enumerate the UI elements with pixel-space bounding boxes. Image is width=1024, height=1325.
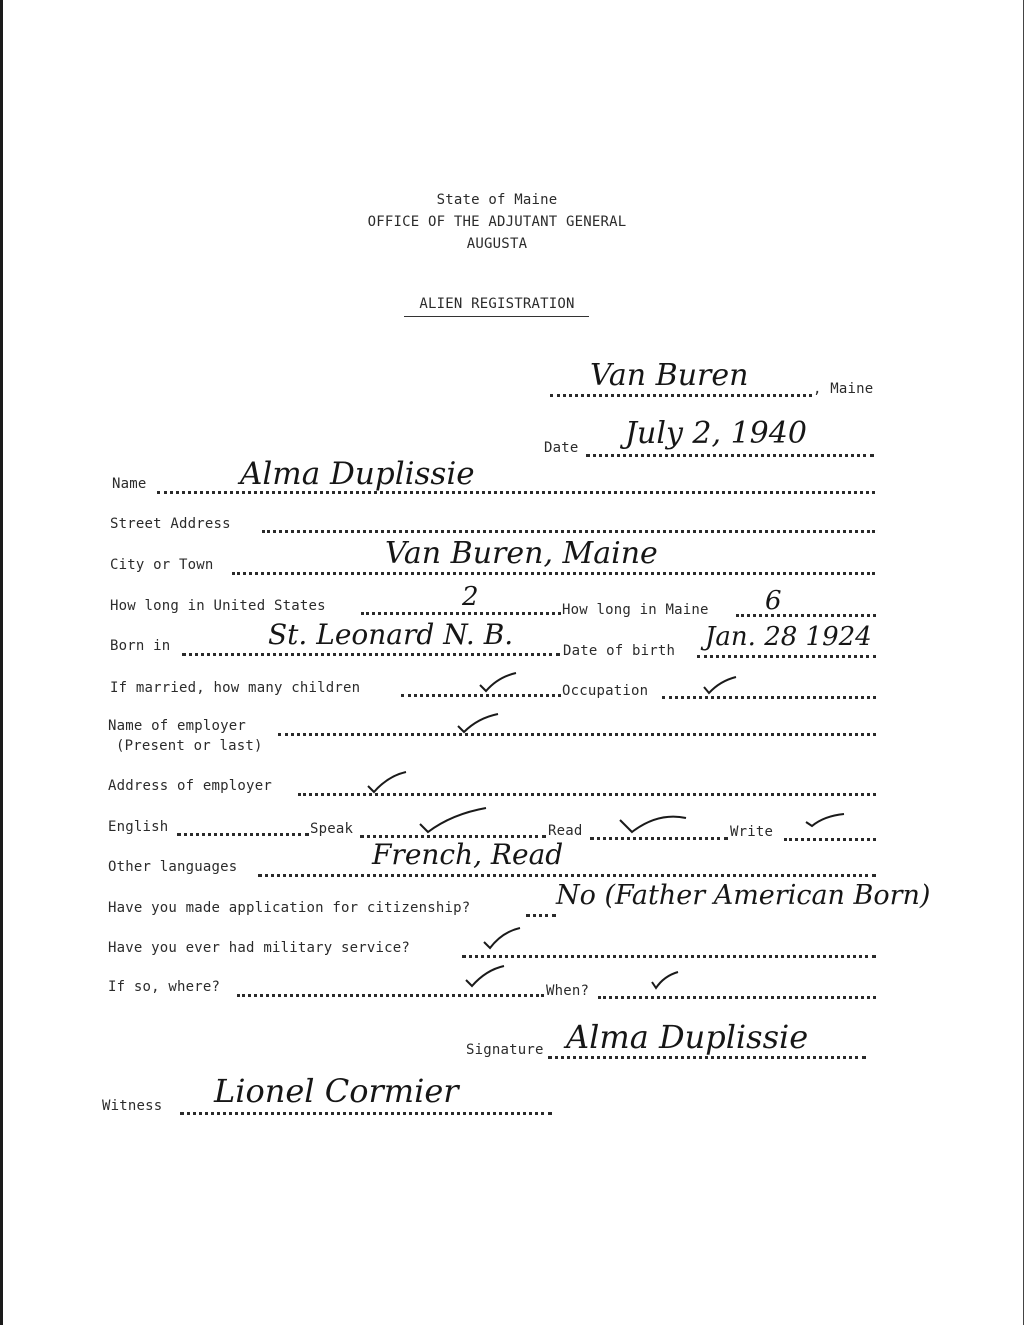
born-in-value: St. Leonard N. B. (268, 618, 514, 651)
witness-value: Lionel Cormier (214, 1072, 459, 1110)
employer-name-sublabel: (Present or last) (116, 738, 263, 754)
married-label: If married, how many children (110, 680, 361, 696)
birth-date-dots (697, 655, 876, 658)
citizenship-value: No (Father American Born) (556, 880, 931, 911)
citizenship-label: Have you made application for citizenship? (108, 900, 471, 916)
how-long-maine-dots (736, 614, 876, 617)
birth-date-value: Jan. 28 1924 (705, 622, 872, 652)
read-dots (590, 837, 728, 840)
military-label: Have you ever had military service? (108, 940, 411, 956)
occupation-check-icon (702, 675, 738, 697)
employer-name-dots (278, 733, 876, 736)
form-title-underline (404, 316, 589, 317)
military-dots (462, 955, 876, 958)
how-long-us-value: 2 (462, 582, 479, 612)
when-check-icon (650, 970, 680, 992)
how-long-maine-value: 6 (765, 586, 782, 616)
street-dots (262, 530, 875, 533)
date-value: July 2, 1940 (625, 416, 807, 451)
how-long-us-label: How long in United States (110, 598, 326, 614)
header-city: AUGUSTA (466, 236, 528, 252)
town-value: Van Buren (590, 358, 749, 393)
other-languages-label: Other languages (108, 859, 238, 875)
how-long-us-dots (361, 612, 561, 615)
military-check-icon (482, 926, 522, 952)
occupation-dots (662, 696, 876, 699)
date-label: Date (544, 440, 579, 456)
where-check-icon (464, 964, 506, 990)
born-in-label: Born in (110, 638, 171, 654)
write-label: Write (730, 824, 774, 840)
read-label: Read (548, 823, 583, 839)
where-label: If so, where? (108, 979, 221, 995)
signature-value: Alma Duplissie (566, 1018, 809, 1056)
when-dots (598, 996, 876, 999)
birth-date-label: Date of birth (563, 643, 676, 659)
witness-dots (180, 1112, 552, 1115)
english-dots (177, 833, 309, 836)
other-languages-value: French, Read (372, 838, 564, 871)
occupation-label: Occupation (562, 683, 649, 699)
where-dots (237, 994, 544, 997)
read-check-icon (618, 810, 688, 836)
name-value: Alma Duplissie (240, 456, 475, 492)
city-label: City or Town (110, 557, 214, 573)
employer-name-check-icon (456, 712, 500, 736)
date-dots (586, 454, 874, 457)
married-check-icon (478, 671, 518, 695)
header-office: OFFICE OF THE ADJUTANT GENERAL (367, 214, 627, 230)
employer-address-check-icon (366, 770, 408, 796)
born-in-dots (182, 653, 560, 656)
signature-dots (548, 1056, 866, 1059)
signature-label: Signature (466, 1042, 544, 1058)
scan-edge-left (0, 0, 3, 1325)
street-label: Street Address (110, 516, 231, 532)
city-value: Van Buren, Maine (385, 536, 658, 571)
citizenship-dots (526, 914, 556, 917)
city-dots (232, 572, 875, 575)
when-label: When? (546, 983, 590, 999)
how-long-maine-label: How long in Maine (562, 602, 709, 618)
other-languages-dots (258, 874, 876, 877)
header-state: State of Maine (436, 192, 558, 208)
english-label: English (108, 819, 169, 835)
employer-address-label: Address of employer (108, 778, 272, 794)
write-check-icon (804, 812, 846, 830)
form-title: ALIEN REGISTRATION (419, 296, 575, 312)
name-label: Name (112, 476, 147, 492)
town-dots (550, 394, 812, 397)
employer-name-label: Name of employer (108, 718, 247, 734)
witness-label: Witness (102, 1098, 163, 1114)
town-state-suffix: , Maine (813, 381, 874, 397)
speak-check-icon (418, 806, 488, 836)
write-dots (784, 838, 876, 841)
speak-label: Speak (310, 821, 354, 837)
